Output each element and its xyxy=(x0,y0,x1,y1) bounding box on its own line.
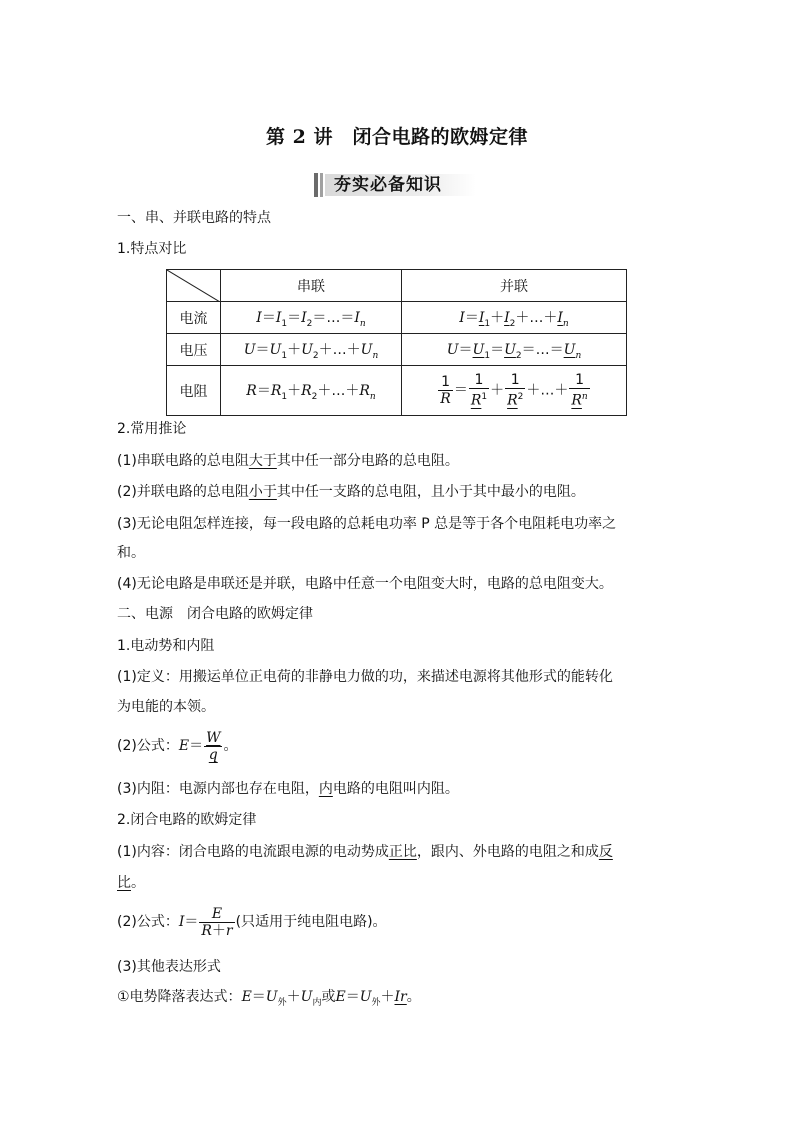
row-label-voltage: 电压 xyxy=(167,334,221,366)
series-current-formula: $I=I_1=I_2=\dots=I_n$ xyxy=(221,302,402,334)
series-voltage-formula: $U=U_1+U_2+\dots+U_n$ xyxy=(221,334,402,366)
emf-definition-line-2: 为电能的本领。 xyxy=(117,699,215,715)
ohms-law-formula: (2)公式：I＝ $\frac{E}{R+r}$ (只适用于纯电阻电路)。 xyxy=(117,905,387,939)
diagonal-line-icon xyxy=(167,270,220,302)
banner-text: 夯实必备知识 xyxy=(334,175,442,195)
inference-3-line-1: (3)无论电阻怎样连接，每一段电路的总耗电功率 P 总是等于各个电阻耗电功率之 xyxy=(117,516,617,532)
inference-4: (4)无论电路是串联还是并联，电路中任意一个电阻变大时，电路的总电阻变大。 xyxy=(117,576,613,592)
banner-bar xyxy=(314,173,318,197)
table-corner-cell xyxy=(167,270,221,302)
subheading-comparison: 1.特点对比 xyxy=(117,241,187,257)
section-heading-2: 二、电源 闭合电路的欧姆定律 xyxy=(117,606,313,622)
subheading-inferences: 2.常用推论 xyxy=(117,421,187,437)
ohms-law-content-line-2: 比。 xyxy=(117,875,145,891)
inference-2: (2)并联电路的总电阻小于其中任一支路的总电阻，且小于其中最小的电阻。 xyxy=(117,484,585,500)
emf-formula: (2)公式：E＝ $\frac{W}{q}$ 。 xyxy=(117,729,238,763)
other-forms-heading: (3)其他表达形式 xyxy=(117,959,221,975)
inference-3-line-2: 和。 xyxy=(117,545,145,561)
series-resistance-formula: $R=R_1+R_2+\dots+R_n$ xyxy=(221,366,402,416)
inference-1: (1)串联电路的总电阻大于其中任一部分电路的总电阻。 xyxy=(117,453,459,469)
ohms-law-content-line-1: (1)内容：闭合电路的电流跟电源的电动势成正比，跟内、外电路的电阻之和成反 xyxy=(117,844,613,860)
potential-drop-expression: ①电势降落表达式：$E=U_外+U_内$或$E=U_外+Ir$。 xyxy=(117,989,421,1008)
banner-bar-secondary xyxy=(320,173,323,197)
header-parallel: 并联 xyxy=(402,270,627,302)
subheading-ohms-law: 2.闭合电路的欧姆定律 xyxy=(117,812,257,828)
row-label-resistance: 电阻 xyxy=(167,366,221,416)
parallel-voltage-formula: $U=U_1=U_2=\dots=U_n$ xyxy=(402,334,627,366)
row-label-current: 电流 xyxy=(167,302,221,334)
header-series: 串联 xyxy=(221,270,402,302)
subheading-emf: 1.电动势和内阻 xyxy=(117,638,215,654)
internal-resistance: (3)内阻：电源内部也存在电阻，内电路的电阻叫内阻。 xyxy=(117,781,459,797)
parallel-current-formula: $I=I_1+I_2+\dots+I_n$ xyxy=(402,302,627,334)
section-banner xyxy=(314,173,476,197)
page-title: 第 2 讲 闭合电路的欧姆定律 xyxy=(266,126,528,148)
emf-definition-line-1: (1)定义：用搬运单位正电荷的非静电力做的功，来描述电源将其他形式的能转化 xyxy=(117,669,613,685)
parallel-resistance-formula: $\frac{1}{R}$ ＝ $\frac{1}{R^1}$ ＋ $\frac{1}{R^2}$ ＋…＋ $\frac{1}{R^n}$ xyxy=(402,366,627,416)
section-heading-1: 一、串、并联电路的特点 xyxy=(117,210,271,226)
comparison-table xyxy=(166,269,627,416)
